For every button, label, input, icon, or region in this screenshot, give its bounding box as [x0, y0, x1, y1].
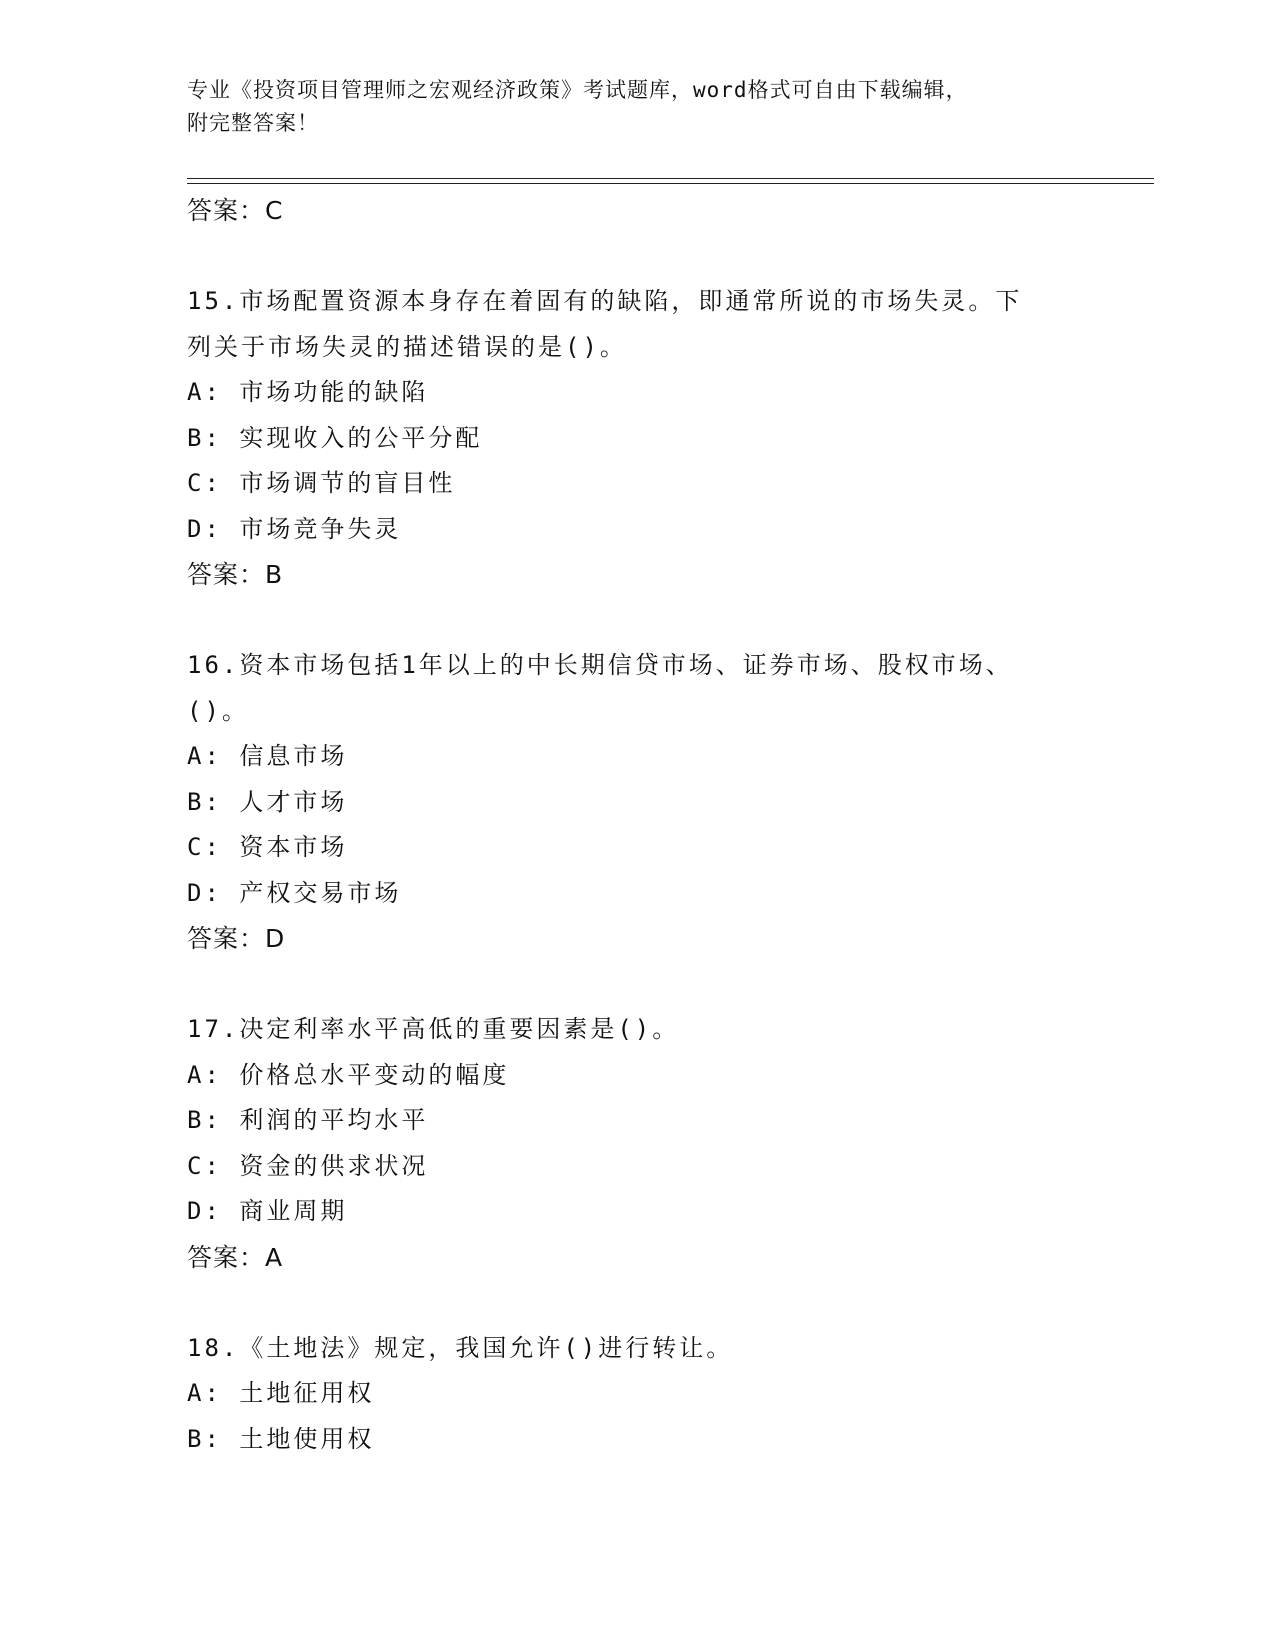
question-stem-continued: ()。 [187, 696, 249, 725]
header-line-2: 附完整答案！ [187, 111, 319, 135]
answer: 答案：A [187, 1242, 284, 1272]
question-18 [187, 1326, 1087, 1463]
option-d: D: 市场竞争失灵 [187, 514, 402, 543]
previous-answer: 答案：C [187, 196, 284, 225]
option-b: B: 实现收入的公平分配 [187, 423, 483, 452]
option-c: C: 市场调节的盲目性 [187, 469, 456, 497]
option-d: D: 产权交易市场 [187, 878, 402, 907]
option-d: D: 商业周期 [187, 1197, 348, 1225]
option-b: B: 利润的平均水平 [187, 1106, 429, 1134]
question-stem: 18.《土地法》规定，我国允许()进行转让。 [187, 1333, 734, 1362]
option-a: A: 价格总水平变动的幅度 [187, 1060, 510, 1089]
option-c: C: 资金的供求状况 [187, 1151, 429, 1180]
question-list [187, 188, 1087, 1462]
option-a: A: 土地征用权 [187, 1379, 375, 1407]
question-16 [187, 643, 1087, 962]
question-stem: 16.资本市场包括1年以上的中长期信贷市场、证券市场、股权市场、 [187, 651, 1013, 679]
header-line-1: 专业《投资项目管理师之宏观经济政策》考试题库，word格式可自由下载编辑， [187, 78, 968, 102]
header-divider-bottom [187, 183, 1154, 184]
question-stem: 15.市场配置资源本身存在着固有的缺陷，即通常所说的市场失灵。下 [187, 287, 1023, 315]
option-b: B: 土地使用权 [187, 1424, 375, 1453]
option-a: A: 信息市场 [187, 742, 348, 770]
document-header [187, 74, 1067, 140]
option-a: A: 市场功能的缺陷 [187, 378, 429, 406]
question-15 [187, 279, 1087, 598]
question-17 [187, 1007, 1087, 1280]
question-stem: 17.决定利率水平高低的重要因素是()。 [187, 1015, 680, 1043]
answer: 答案：B [187, 560, 284, 589]
option-c: C: 资本市场 [187, 833, 348, 861]
answer: 答案：D [187, 924, 286, 953]
question-stem-continued: 列关于市场失灵的描述错误的是()。 [187, 332, 627, 361]
option-b: B: 人才市场 [187, 787, 348, 816]
header-divider-top [187, 178, 1154, 179]
